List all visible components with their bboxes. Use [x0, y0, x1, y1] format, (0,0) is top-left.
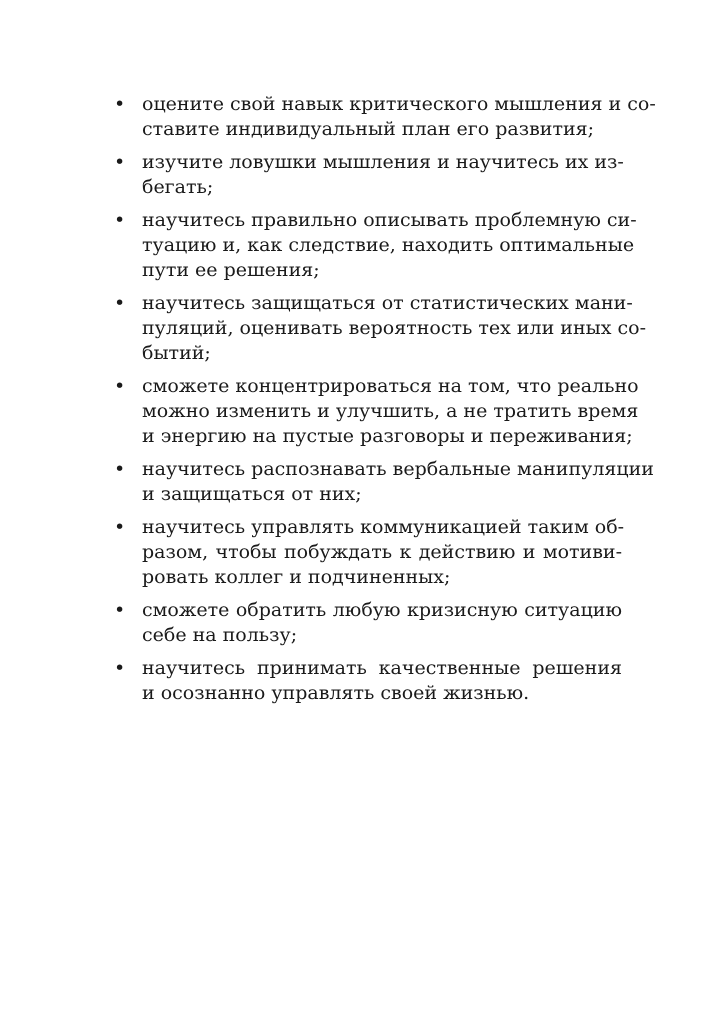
- list-item-line: себе на пользу;: [142, 624, 298, 647]
- list-item-line: научитесь правильно описывать проблемную си-: [142, 208, 637, 231]
- bullet-icon: •: [114, 208, 126, 231]
- list-item-line: оцените свой навык критического мышления и со-: [142, 93, 656, 115]
- list-item-line: и осознанно управлять своей жизнью.: [142, 682, 530, 705]
- bullet-icon: •: [114, 291, 126, 314]
- list-item-line: разом, чтобы побуждать к действию и мотиви-: [142, 541, 622, 564]
- list-item-line: сможете обратить любую кризисную ситуацию: [142, 599, 622, 622]
- list-item: [110, 515, 625, 591]
- list-item-line: и защищаться от них;: [142, 483, 362, 506]
- list-item-line: можно изменить и улучшить, а не тратить время: [142, 400, 639, 423]
- list-item-line: и энергию на пустые разговоры и переживания;: [142, 425, 633, 448]
- list-item: [110, 374, 639, 450]
- list-item: [110, 208, 637, 284]
- bullet-icon: •: [114, 375, 126, 398]
- bullet-icon: •: [114, 458, 126, 481]
- list-item-line: ставите индивидуальный план его развития;: [142, 118, 595, 141]
- list-item-line: ровать коллег и подчиненных;: [142, 566, 451, 589]
- bullet-icon: •: [114, 93, 126, 115]
- list-item-line: туацию и, как следствие, находить оптимальные: [142, 234, 635, 257]
- benefits-list: [110, 92, 656, 714]
- list-item-line: бегать;: [142, 176, 214, 199]
- bullet-icon: •: [114, 150, 126, 173]
- list-item: [110, 656, 622, 706]
- list-item-line: бытий;: [142, 342, 211, 365]
- bullet-icon: •: [114, 599, 126, 622]
- list-item-line: научитесь защищаться от статистических мани-: [142, 291, 633, 314]
- list-item-line: пуляций, оценивать вероятность тех или иных со-: [142, 317, 647, 340]
- bullet-icon: •: [114, 516, 126, 539]
- list-item: [110, 150, 622, 200]
- list-item: [110, 92, 656, 142]
- list-item-line: научитесь управлять коммуникацией таким об-: [142, 516, 625, 539]
- list-item-line: научитесь принимать качественные решения: [142, 657, 622, 680]
- list-item: [110, 598, 622, 648]
- list-item-line: сможете концентрироваться на том, что реально: [142, 375, 639, 398]
- list-item: [110, 457, 654, 507]
- bullet-icon: •: [114, 657, 126, 680]
- list-item-line: изучите ловушки мышления и научитесь их из-: [142, 150, 624, 173]
- list-item-line: пути ее решения;: [142, 259, 320, 282]
- list-item-line: научитесь распознавать вербальные манипуляции: [142, 458, 654, 481]
- list-item: [110, 291, 647, 367]
